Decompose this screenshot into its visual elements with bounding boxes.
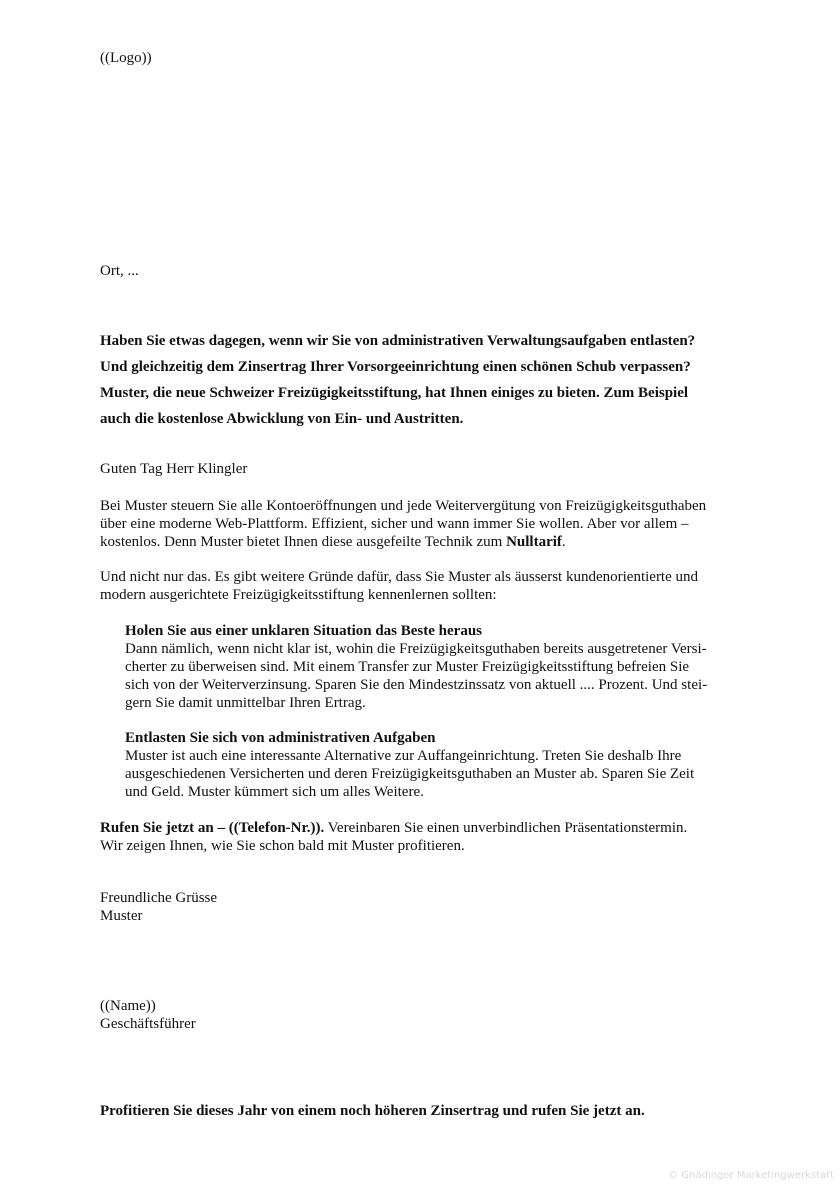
paragraph-platform — [100, 497, 760, 551]
paragraph-reasons — [100, 568, 760, 604]
paragraph-line: Bei Muster steuern Sie alle Kontoeröffnungen und jede Weitervergütung von Freizügigkeitsguthaben — [100, 498, 707, 514]
benefit-line: gern Sie damit unmittelbar Ihren Ertrag. — [125, 695, 366, 711]
benefit-title: Holen Sie aus einer unklaren Situation das Beste heraus — [125, 623, 482, 639]
benefit-line: cherter zu überweisen sind. Mit einem Transfer zur Muster Freizügigkeitsstiftung befreien Sie — [125, 659, 690, 675]
intro-line: auch die kostenlose Abwicklung von Ein- und Austritten. — [100, 411, 464, 427]
signature — [100, 997, 196, 1033]
call-to-action — [100, 819, 760, 855]
paragraph-line: modern ausgerichtete Freizügigkeitsstiftung kennenlernen sollten: — [100, 587, 497, 603]
benefit-line: Muster ist auch eine interessante Alternative zur Auffangeinrichtung. Treten Sie deshalb Ihre — [125, 748, 682, 764]
cta-phone: Rufen Sie jetzt an – ((Telefon-Nr.)). — [100, 820, 325, 836]
text-prefix: kostenlos. Denn Muster bietet Ihnen diese ausgefeilte Technik zum — [100, 534, 507, 550]
benefit-block — [125, 729, 745, 801]
salutation: Freundliche Grüsse — [100, 890, 218, 906]
closing — [100, 889, 217, 925]
paragraph-line: Und nicht nur das. Es gibt weitere Gründe dafür, dass Sie Muster als äusserst kundenorientierte und — [100, 569, 699, 585]
watermark: © Gnädinger Marketingwerkstatt — [668, 1170, 834, 1181]
benefit-line: Dann nämlich, wenn nicht klar ist, wohin die Freizügigkeitsguthaben bereits ausgetretener Versi- — [125, 641, 707, 657]
signer-name: ((Name)) — [100, 998, 156, 1014]
intro-headline — [100, 328, 760, 432]
signer-title: Geschäftsführer — [100, 1016, 196, 1032]
benefit-title: Entlasten Sie sich von administrativen Aufgaben — [125, 730, 436, 746]
paragraph-line-last — [100, 533, 760, 551]
cta-rest: Vereinbaren Sie einen unverbindlichen Präsentationstermin. — [324, 820, 688, 836]
paragraph-line: über eine moderne Web-Plattform. Effizient, sicher und wann immer Sie wollen. Aber vor allem – — [100, 516, 689, 532]
company-name: Muster — [100, 908, 143, 924]
highlight-nulltarif: Nulltarif — [506, 534, 562, 550]
intro-line: Und gleichzeitig dem Zinsertrag Ihrer Vorsorgeeinrichtung einen schönen Schub verpassen? — [100, 359, 691, 375]
benefit-block — [125, 622, 745, 712]
benefit-line: sich von der Weiterverzinsung. Sparen Sie den Mindestzinssatz von aktuell .... Prozent. Und stei- — [125, 677, 708, 693]
cta-line: Wir zeigen Ihnen, wie Sie schon bald mit Muster profitieren. — [100, 838, 465, 854]
intro-line: Muster, die neue Schweizer Freizügigkeitsstiftung, hat Ihnen einiges zu bieten. Zum Beispiel — [100, 385, 689, 401]
place-date: Ort, ... — [100, 263, 139, 279]
greeting: Guten Tag Herr Klingler — [100, 461, 248, 477]
text-suffix: . — [561, 534, 566, 550]
cta-line — [100, 819, 760, 837]
benefit-line: ausgeschiedenen Versicherten und deren Freizügigkeitsguthaben an Muster ab. Sparen Sie Zeit — [125, 766, 695, 782]
benefit-line: und Geld. Muster kümmert sich um alles Weitere. — [125, 784, 424, 800]
logo-placeholder: ((Logo)) — [100, 50, 152, 66]
intro-line: Haben Sie etwas dagegen, wenn wir Sie von administrativen Verwaltungsaufgaben entlasten? — [100, 333, 696, 349]
postscript: Profitieren Sie dieses Jahr von einem noch höheren Zinsertrag und rufen Sie jetzt an. — [100, 1103, 645, 1119]
